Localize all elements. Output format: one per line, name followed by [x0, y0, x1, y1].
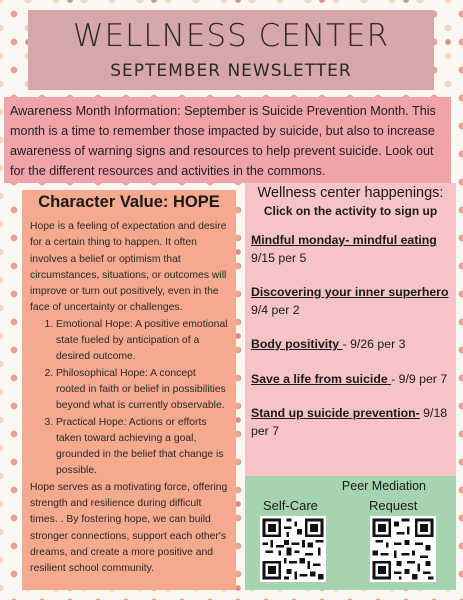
character-value-panel [22, 190, 236, 590]
hope-outro-text: Hope serves as a motivating force, offering strength and resilience during difficult times. . By fostering hope, we can build stronger connections, support each other's dreams, and create a more positive and resilient school community. [30, 481, 228, 575]
activity-detail: - 9/9 per 7 [391, 371, 448, 386]
list-item: 1. Emotional Hope: A positive emotional state fueled by anticipation of a desired outcome. [56, 317, 228, 366]
awareness-month-box [4, 97, 451, 183]
list-item: 3. Practical Hope: Actions or efforts taken toward achieving a goal, grounded in the belief that change is possible. [56, 415, 228, 480]
page-title: WELLNESS CENTER [72, 18, 390, 54]
page-subtitle: SEPTEMBER NEWSLETTER [110, 61, 352, 81]
activity-link-save-a-life[interactable]: Save a life from suicide [251, 371, 392, 386]
activity-detail: - 9/26 per 3 [342, 337, 406, 351]
self-care-qr-code[interactable] [260, 516, 326, 582]
activity-item [251, 405, 450, 440]
list-item: 2. Philosophical Hope: A concept rooted in faith or belief in possibilities beyond what is currently observable. [56, 366, 228, 415]
activity-detail: 9/15 per 5 [251, 250, 307, 265]
activity-link-stand-up[interactable]: Stand up suicide prevention- [251, 406, 420, 420]
qr-codes-panel [245, 476, 456, 590]
newsletter-header [28, 10, 434, 90]
character-value-title: Character Value: HOPE [38, 193, 220, 211]
request-label: Request [369, 498, 418, 513]
awareness-text: Awareness Month Information: September is Suicide Prevention Month. This month is a time to remember those impacted by suicide, but also to increase awareness of warning signs and resources to help prevent suicide. Look out for the different resources and activities in the commons. [10, 104, 436, 178]
activity-link-body-positivity[interactable]: Body positivity [251, 337, 343, 351]
activity-detail: 9/18 per 7 [251, 406, 448, 438]
peer-mediation-label: Peer Mediation [341, 479, 426, 493]
peer-mediation-qr-code[interactable] [370, 516, 436, 582]
activity-item [251, 284, 450, 319]
hope-intro-text: Hope is a feeling of expectation and desire for a certain thing to happen. It often involves a belief or optimism that circumstances, situations, or outcomes will improve or turn out positively, even in the face of uncertainty or challenges. [30, 221, 227, 314]
activity-detail: 9/4 per 2 [251, 302, 300, 317]
activity-item [251, 232, 450, 267]
happenings-title: Wellness center happenings: [257, 185, 444, 201]
activity-link-inner-superhero[interactable]: Discovering your inner superhero [251, 285, 449, 299]
happenings-subtitle: Click on the activity to sign up [263, 204, 438, 218]
hope-types-list [30, 317, 228, 480]
activity-link-mindful-monday[interactable]: Mindful monday- mindful eating [251, 233, 437, 247]
activity-item [251, 371, 450, 389]
activity-item [251, 336, 450, 354]
self-care-label: Self-Care [263, 498, 318, 513]
wellness-happenings-panel [245, 183, 456, 476]
